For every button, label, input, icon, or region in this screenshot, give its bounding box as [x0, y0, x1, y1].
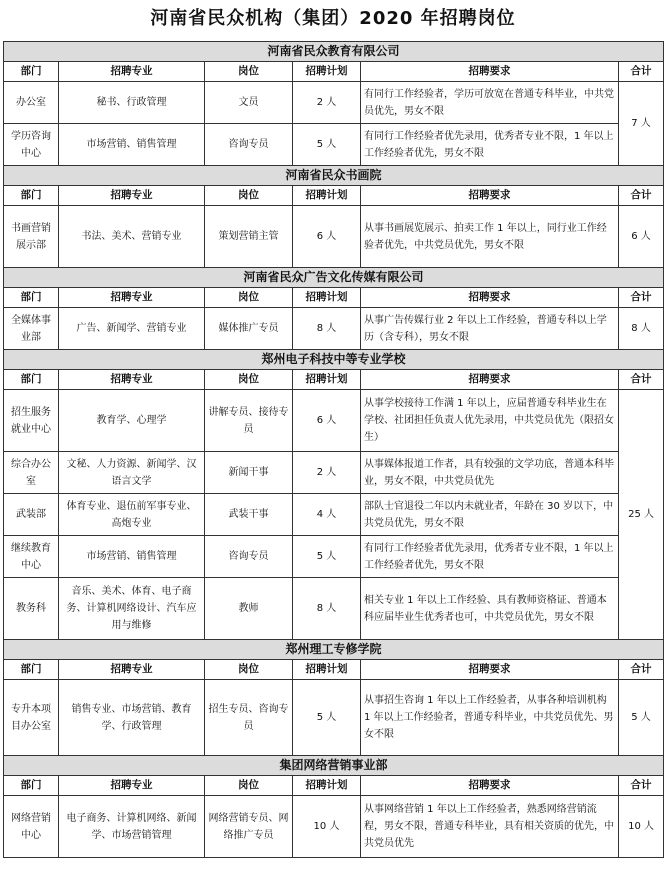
section-title: 河南省民众书画院: [4, 166, 664, 186]
col-header-plan: 招聘计划: [293, 186, 361, 206]
col-header-major: 招聘专业: [59, 186, 205, 206]
post-cell: 讲解专员、接待专员: [205, 390, 293, 452]
dept-cell: 教务科: [4, 578, 59, 640]
req-cell: 相关专业 1 年以上工作经验、具有教师资格证、普通本科应届毕业生优秀者也可，中共党员优先，男女不限: [361, 578, 619, 640]
total-cell: 8 人: [619, 308, 664, 350]
major-cell: 文秘、人力资源、新闻学、汉语言文学: [59, 452, 205, 494]
post-cell: 新闻干事: [205, 452, 293, 494]
post-cell: 咨询专员: [205, 536, 293, 578]
plan-cell: 8 人: [293, 578, 361, 640]
post-cell: 教师: [205, 578, 293, 640]
dept-cell: 武装部: [4, 494, 59, 536]
section-title: 郑州理工专修学院: [4, 640, 664, 660]
req-cell: 从事网络营销 1 年以上工作经验者，熟悉网络营销流程，男女不限，普通专科毕业，具有相关资质的优先，中共党员优先: [361, 796, 619, 858]
col-header-total: 合计: [619, 660, 664, 680]
major-cell: 音乐、美术、体育、电子商务、计算机网络设计、汽车应用与维修: [59, 578, 205, 640]
page-title: 河南省民众机构（集团）2020 年招聘岗位: [150, 8, 516, 29]
req-cell: 从事书画展览展示、拍卖工作 1 年以上，同行业工作经验者优先，中共党员优先，男女不限: [361, 206, 619, 268]
col-header-plan: 招聘计划: [293, 776, 361, 796]
req-cell: 有同行工作经验者，学历可放宽在普通专科毕业，中共党员优先，男女不限: [361, 82, 619, 124]
plan-cell: 5 人: [293, 680, 361, 756]
col-header-plan: 招聘计划: [293, 288, 361, 308]
total-cell: 10 人: [619, 796, 664, 858]
dept-cell: 学历咨询中心: [4, 124, 59, 166]
col-header-req: 招聘要求: [361, 776, 619, 796]
col-header-major: 招聘专业: [59, 288, 205, 308]
col-header-total: 合计: [619, 370, 664, 390]
col-header-dept: 部门: [4, 186, 59, 206]
dept-cell: 网络营销中心: [4, 796, 59, 858]
req-cell: 从事学校接待工作满 1 年以上，应届普通专科毕业生在学校、社团担任负责人优先录用，中共党员优先（限招女生）: [361, 390, 619, 452]
plan-cell: 2 人: [293, 452, 361, 494]
major-cell: 市场营销、销售管理: [59, 536, 205, 578]
dept-cell: 继续教育中心: [4, 536, 59, 578]
col-header-req: 招聘要求: [361, 370, 619, 390]
dept-cell: 专升本项目办公室: [4, 680, 59, 756]
section-title: 集团网络营销事业部: [4, 756, 664, 776]
total-cell: 7 人: [619, 82, 664, 166]
col-header-post: 岗位: [205, 776, 293, 796]
col-header-req: 招聘要求: [361, 186, 619, 206]
dept-cell: 综合办公室: [4, 452, 59, 494]
req-cell: 从事媒体报道工作者，具有较强的文学功底，普通本科毕业，男女不限，中共党员优先: [361, 452, 619, 494]
col-header-req: 招聘要求: [361, 660, 619, 680]
plan-cell: 6 人: [293, 390, 361, 452]
post-cell: 文员: [205, 82, 293, 124]
major-cell: 秘书、行政管理: [59, 82, 205, 124]
total-cell: 5 人: [619, 680, 664, 756]
col-header-major: 招聘专业: [59, 660, 205, 680]
post-cell: 策划营销主管: [205, 206, 293, 268]
plan-cell: 8 人: [293, 308, 361, 350]
post-cell: 招生专员、咨询专员: [205, 680, 293, 756]
plan-cell: 4 人: [293, 494, 361, 536]
req-cell: 从事招生咨询 1 年以上工作经验者，从事各种培训机构 1 年以上工作经验者，普通专科毕业，中共党员优先、男女不限: [361, 680, 619, 756]
dept-cell: 全媒体事业部: [4, 308, 59, 350]
dept-cell: 招生服务就业中心: [4, 390, 59, 452]
section-title: 郑州电子科技中等专业学校: [4, 350, 664, 370]
req-cell: 部队士官退役二年以内未就业者，年龄在 30 岁以下，中共党员优先，男女不限: [361, 494, 619, 536]
col-header-plan: 招聘计划: [293, 62, 361, 82]
post-cell: 媒体推广专员: [205, 308, 293, 350]
col-header-post: 岗位: [205, 288, 293, 308]
col-header-dept: 部门: [4, 288, 59, 308]
req-cell: 有同行工作经验者优先录用，优秀者专业不限，1 年以上工作经验者优先，男女不限: [361, 124, 619, 166]
col-header-total: 合计: [619, 288, 664, 308]
col-header-dept: 部门: [4, 62, 59, 82]
req-cell: 有同行工作经验者优先录用，优秀者专业不限，1 年以上工作经验者优先，男女不限: [361, 536, 619, 578]
post-cell: 咨询专员: [205, 124, 293, 166]
dept-cell: 书画营销展示部: [4, 206, 59, 268]
plan-cell: 10 人: [293, 796, 361, 858]
col-header-plan: 招聘计划: [293, 370, 361, 390]
col-header-total: 合计: [619, 186, 664, 206]
col-header-req: 招聘要求: [361, 288, 619, 308]
major-cell: 书法、美术、营销专业: [59, 206, 205, 268]
recruitment-table: [3, 41, 664, 858]
section-title: 河南省民众教育有限公司: [4, 42, 664, 62]
req-cell: 从事广告传媒行业 2 年以上工作经验，普通专科以上学历（含专科），男女不限: [361, 308, 619, 350]
col-header-req: 招聘要求: [361, 62, 619, 82]
major-cell: 电子商务、计算机网络、新闻学、市场营销管理: [59, 796, 205, 858]
plan-cell: 2 人: [293, 82, 361, 124]
major-cell: 广告、新闻学、营销专业: [59, 308, 205, 350]
dept-cell: 办公室: [4, 82, 59, 124]
plan-cell: 6 人: [293, 206, 361, 268]
plan-cell: 5 人: [293, 124, 361, 166]
col-header-major: 招聘专业: [59, 370, 205, 390]
post-cell: 武装干事: [205, 494, 293, 536]
col-header-dept: 部门: [4, 776, 59, 796]
col-header-post: 岗位: [205, 62, 293, 82]
total-cell: 25 人: [619, 390, 664, 640]
col-header-total: 合计: [619, 776, 664, 796]
col-header-plan: 招聘计划: [293, 660, 361, 680]
major-cell: 体育专业、退伍前军事专业、高炮专业: [59, 494, 205, 536]
post-cell: 网络营销专员、网络推广专员: [205, 796, 293, 858]
major-cell: 销售专业、市场营销、教育学、行政管理: [59, 680, 205, 756]
major-cell: 教育学、心理学: [59, 390, 205, 452]
col-header-total: 合计: [619, 62, 664, 82]
col-header-post: 岗位: [205, 186, 293, 206]
col-header-major: 招聘专业: [59, 776, 205, 796]
total-cell: 6 人: [619, 206, 664, 268]
col-header-post: 岗位: [205, 660, 293, 680]
section-title: 河南省民众广告文化传媒有限公司: [4, 268, 664, 288]
col-header-major: 招聘专业: [59, 62, 205, 82]
plan-cell: 5 人: [293, 536, 361, 578]
col-header-dept: 部门: [4, 660, 59, 680]
col-header-dept: 部门: [4, 370, 59, 390]
major-cell: 市场营销、销售管理: [59, 124, 205, 166]
col-header-post: 岗位: [205, 370, 293, 390]
